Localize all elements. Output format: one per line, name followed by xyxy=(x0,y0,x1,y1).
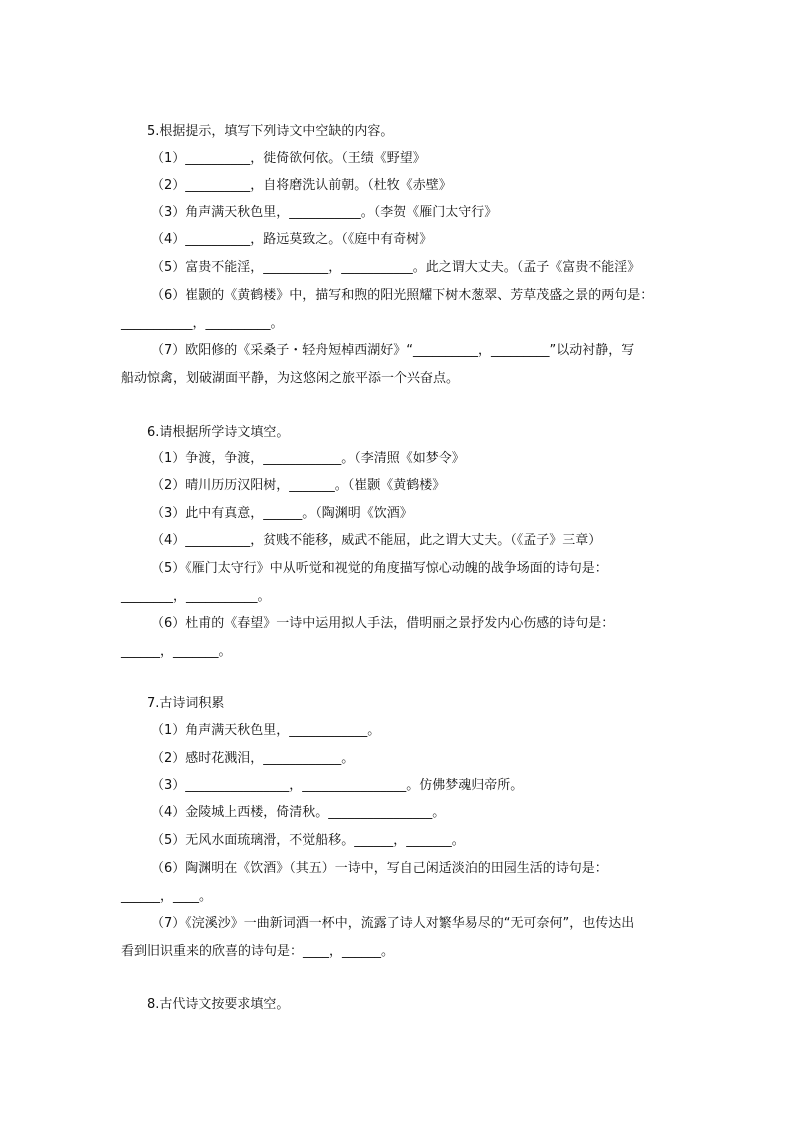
q6-line-1: （1）争渡，争渡，____________。（李清照《如梦令》 xyxy=(151,451,465,466)
q6-line-2: （2）晴川历历汉阳树，_______。（崔颢《黄鹤楼》 xyxy=(151,478,446,493)
question-7 xyxy=(121,695,681,713)
question-5 xyxy=(121,123,681,141)
q5-line-2: （2）__________，自将磨洗认前朝。（杜牧《赤壁》 xyxy=(151,178,452,193)
question-8-title: 8.古代诗文按要求填空。 xyxy=(147,997,290,1012)
question-7-title: 7.古诗词积累 xyxy=(147,696,225,711)
q7-line-6: （6）陶渊明在《饮酒》（其五）一诗中，写自己闲适淡泊的田园生活的诗句是： xyxy=(151,861,608,876)
q7-line-5: （5）无风水面琉璃滑，不觉船移。______，_______。 xyxy=(151,833,465,848)
q7-line-4: （4）金陵城上西楼，倚清秋。________________。 xyxy=(151,805,446,820)
q7-line-3: （3）________________，________________。仿佛梦魂归帝所。 xyxy=(151,778,524,793)
question-8 xyxy=(121,996,681,1014)
q6-line-5: （5）《雁门太守行》中从听觉和视觉的角度描写惊心动魄的战争场面的诗句是： xyxy=(151,561,608,576)
q5-line-7-cont: 船动惊禽，划破湖面平静，为这悠闲之旅平添一个兴奋点。 xyxy=(121,371,460,386)
q5-line-6: （6）崔颢的《黄鹤楼》中，描写和煦的阳光照耀下树木葱翠、芳草茂盛之景的两句是： xyxy=(151,288,654,303)
question-6 xyxy=(121,424,681,442)
q6-line-6: （6）杜甫的《春望》一诗中运用拟人手法，借明丽之景抒发内心伤感的诗句是： xyxy=(151,616,615,631)
q6-line-5-blanks: ________，___________。 xyxy=(121,589,271,604)
q5-line-3: （3）角声满天秋色里，___________。（李贺《雁门太守行》 xyxy=(151,205,498,220)
q5-line-1: （1）__________，徙倚欲何依。（王绩《野望》 xyxy=(151,151,426,166)
q5-line-7: （7）欧阳修的《采桑子・轻舟短棹西湖好》“__________，_________”以动衬静，写 xyxy=(151,343,635,358)
q5-line-6-blanks: ___________，__________。 xyxy=(121,316,284,331)
q6-line-4: （4）__________，贫贱不能移，威武不能屈，此之谓大丈夫。（《孟子》三章） xyxy=(151,533,602,548)
q7-line-2: （2）感时花溅泪，____________。 xyxy=(151,751,355,766)
question-6-title: 6.请根据所学诗文填空。 xyxy=(147,425,290,440)
q7-line-7-cont: 看到旧识重来的欣喜的诗句是：____，______。 xyxy=(121,944,395,959)
q5-line-5: （5）富贵不能淫，__________，___________。此之谓大丈夫。（孟子《富贵不能淫》 xyxy=(151,260,641,275)
q6-line-3: （3）此中有真意，______。（陶渊明《饮酒》 xyxy=(151,506,413,521)
q6-line-6-blanks: ______，_______。 xyxy=(121,644,232,659)
question-5-title: 5.根据提示，填写下列诗文中空缺的内容。 xyxy=(147,124,394,139)
q5-line-4: （4）__________，路远莫致之。（《庭中有奇树》 xyxy=(151,232,433,247)
q7-line-6-blanks: ______，____。 xyxy=(121,889,213,904)
q7-line-7: （7）《浣溪沙》一曲新词酒一杯中，流露了诗人对繁华易尽的“无可奈何”，也传达出 xyxy=(151,916,635,931)
q7-line-1: （1）角声满天秋色里，____________。 xyxy=(151,723,381,738)
